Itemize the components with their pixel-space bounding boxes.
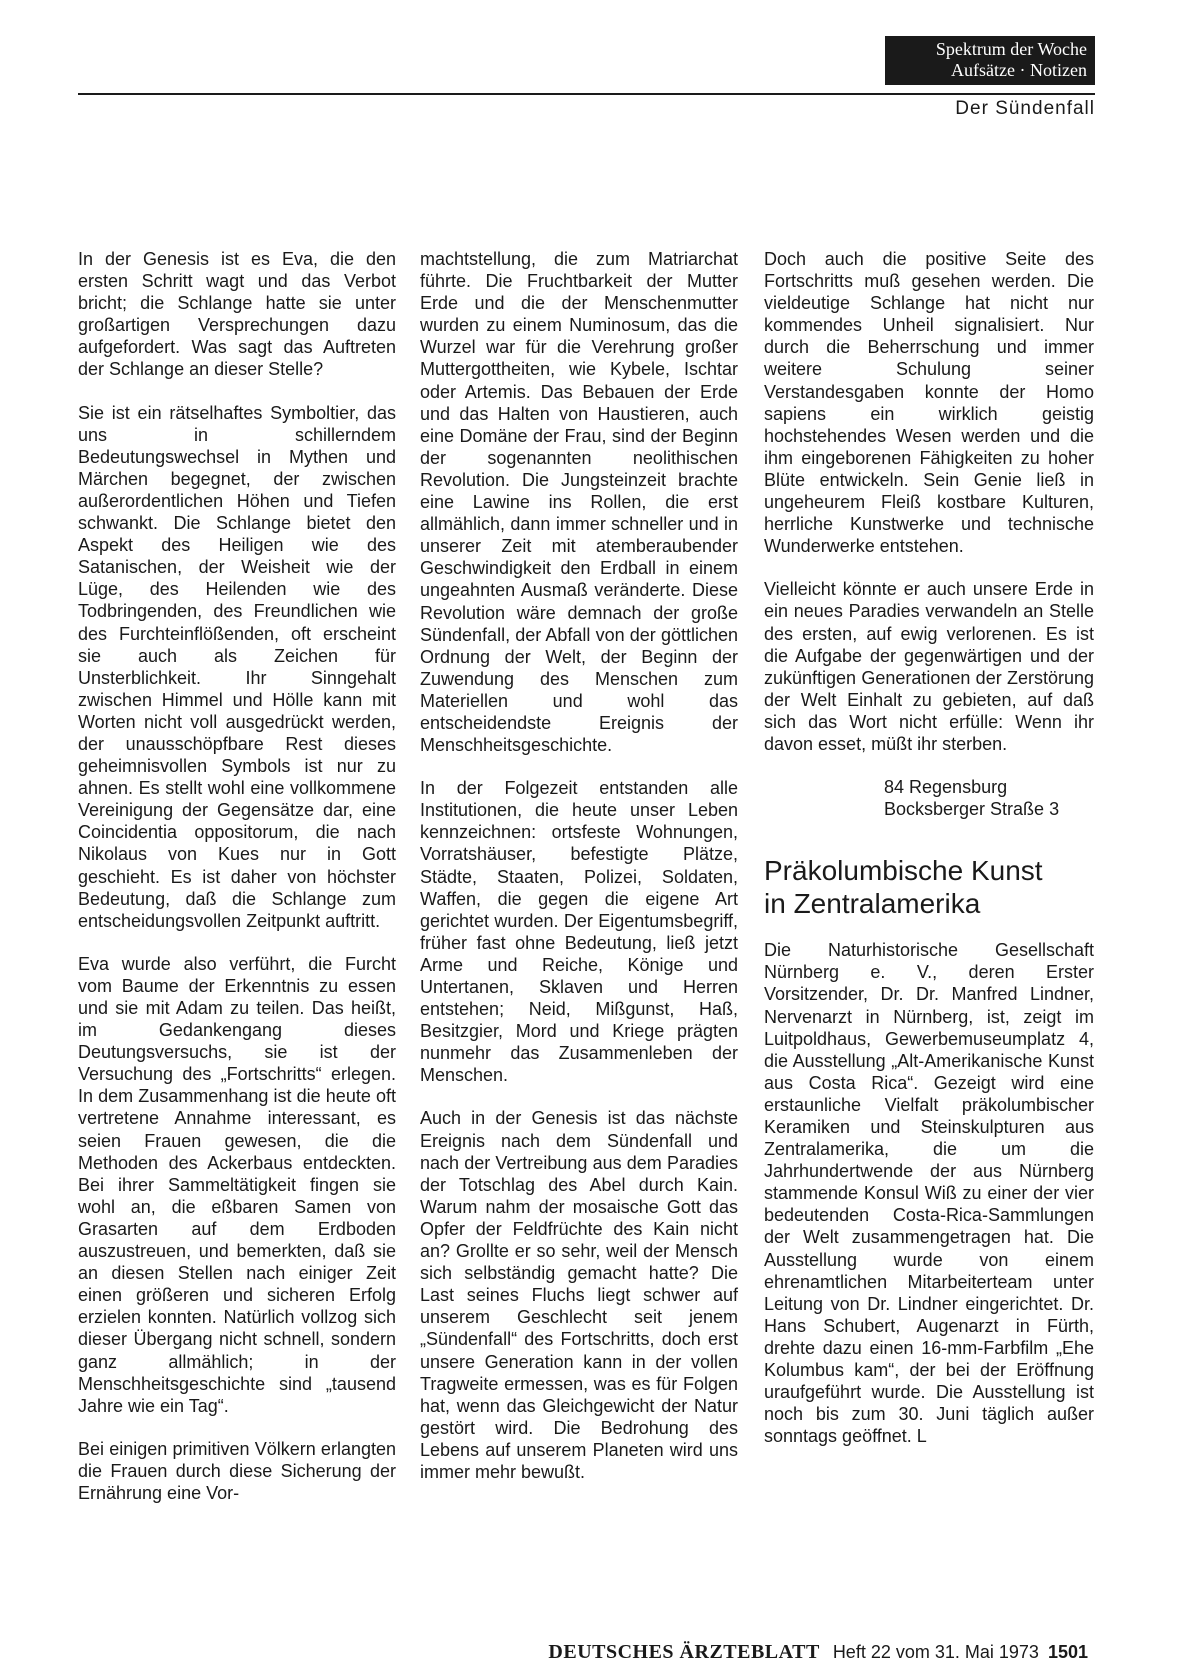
notice-heading-line: in Zentralamerika <box>764 888 981 920</box>
paragraph: In der Genesis ist es Eva, die den ersten Schritt wagt und das Verbot bricht; die Schlange hatte sie unter großartigen Versprechungen dazu aufgefordert. Was sagt das Auftreten der Schlange an dieser Stelle? <box>78 249 396 380</box>
page-number: 1501 <box>1047 1642 1088 1662</box>
author-address <box>764 776 1094 820</box>
notice-body: Die Naturhistorische Gesellschaft Nürnberg e. V., deren Erster Vorsitzender, Dr. Dr. Manfred Lindner, Nervenarzt in Nürnberg, ist, zeigt im Luitpoldhaus, Gewerbemuseumplatz 4, die Ausstellung „Alt-Amerikanische Kunst aus Costa Rica“. Gezeigt wird eine erstaunliche Vielfalt präkolumbischer Keramiken und Steinskulpturen aus Zentralamerika, die um die Jahrhundertwende der aus Nürnberg stammende Konsul Wiß zu einer der vier bedeutenden Costa-Rica-Sammlungen der Welt zusammengetragen hat. Die Ausstellung wurde von einem ehrenamtlichen Mitarbeiterteam unter Leitung von Dr. Lindner eingerichtet. Dr. Hans Schubert, Augenarzt in Fürth, drehte dazu einen 16-mm-Farbfilm „Ehe Kolumbus kam“, der bei der Eröffnung uraufgeführt wurde. Die Ausstellung ist noch bis zum 30. Juni täglich außer sonntags geöffnet. L <box>764 940 1094 1447</box>
journal-name: DEUTSCHES ÄRZTEBLATT <box>548 1641 820 1663</box>
paragraph: Eva wurde also verführt, die Furcht vom Baume der Erkenntnis zu essen und sie mit Adam zu teilen. Das heißt, im Gedankengang dieses Deutungsversuchs, sie ist der Versuchung des „Fortschritts“ erlegen. In dem Zusammenhang ist die heute oft vertretene Annahme interessant, es seien Frauen gewesen, die die Methoden des Ackerbaus entdeckten. Bei ihrer Sammeltätigkeit fingen sie wohl an, die eßbaren Samen von Grasarten auf dem Erdboden auszustreuen, und bemerkten, daß sie an diesen Stellen nach einiger Zeit einen größeren und sicheren Erfolg erzielen konnten. Natürlich vollzog sich dieser Übergang nicht schnell, sondern ganz allmählich; in der Menschheitsgeschichte sind „tausend Jahre wie ein Tag“. <box>78 953 396 1416</box>
paragraph: Vielleicht könnte er auch unsere Erde in ein neues Paradies verwandeln an Stelle des ersten, auf ewig verlorenen. Es ist die Aufgabe der gegenwärtigen und der zukünftigen Generationen der Zerstörung der Welt Einhalt zu gebieten, auf daß sich das Wort nicht erfülle: Wenn ihr davon esset, müßt ihr sterben. <box>764 579 1094 754</box>
notice-heading-line: Präkolumbische Kunst <box>764 855 1043 887</box>
section-label-line1: Spektrum der Woche <box>935 39 1087 59</box>
article-column-2 <box>420 248 738 1504</box>
address-line: 84 Regensburg <box>884 777 1008 798</box>
paragraph: machtstellung, die zum Matriarchat führte. Die Fruchtbarkeit der Mutter Erde und die der Menschenmutter wurden zu einem Numinosum, das die Wurzel war für die Verehrung großer Muttergottheiten, wie Kybele, Ischtar oder Artemis. Das Bebauen der Erde und das Halten von Haustieren, auch eine Domäne der Frau, sind der Beginn der sogenannten neolithischen Revolution. Die Jungsteinzeit brachte eine Lawine ins Rollen, die erst allmählich, dann immer schneller und in unserer Zeit mit atemberaubender Geschwindigkeit den Erdball in einem ungeahnten Ausmaß veränderte. Diese Revolution wäre demnach der große Sündenfall, der Abfall von der göttlichen Ordnung der Welt, der Beginn der Zuwendung des Menschen zum Materiellen und wohl das entscheidendste Ereignis der Menschheitsgeschichte. <box>420 249 738 756</box>
paragraph: In der Folgezeit entstanden alle Institutionen, die heute unser Leben kennzeichnen: ortsfeste Wohnungen, Vorratshäuser, befestigte Plätze, Städte, Staaten, Polizei, Soldaten, Waffen, die gegen die eigene Art gerichtet wurden. Der Eigentumsbegriff, früher fast ohne Bedeutung, ließ jetzt Arme und Reiche, Könige und Untertanen, Sklaven und Herren entstehen; Neid, Mißgunst, Haß, Besitzgier, Mord und Kriege prägten nunmehr das Zusammenleben der Menschen. <box>420 778 738 1086</box>
page-footer <box>548 1641 1088 1664</box>
section-label-line2: Aufsätze · Notizen <box>951 60 1087 80</box>
article-column-1 <box>78 248 396 1525</box>
paragraph: Auch in der Genesis ist das nächste Ereignis nach dem Sündenfall und nach der Vertreibung aus dem Paradies der Totschlag des Abel durch Kain. Warum nahm der mosaische Gott das Opfer der Feldfrüchte des Kain nicht an? Grollte er so sehr, weil der Mensch sich selbständig gemacht hatte? Die Last seines Fluchs liegt schwer auf unserem Geschlecht seit jenem „Sündenfall“ des Fortschritts, doch erst unsere Generation kann in der vollen Tragweite ermessen, was es für Folgen hat, wenn das Gleichgewicht der Natur gestört wird. Die Bedrohung des Lebens auf unserem Planeten wird uns immer mehr bewußt. <box>420 1108 738 1482</box>
article-column-3 <box>764 248 1094 1468</box>
address-line: Bocksberger Straße 3 <box>884 799 1060 820</box>
paragraph: Bei einigen primitiven Völkern erlangten die Frauen durch diese Sicherung der Ernährung eine Vor- <box>78 1438 396 1503</box>
running-title: Der Sündenfall <box>955 98 1095 119</box>
section-label <box>885 36 1095 85</box>
issue-info: Heft 22 vom 31. Mai 1973 <box>832 1642 1039 1662</box>
paragraph: Sie ist ein rätselhaftes Symboltier, das uns in schillerndem Bedeutungswechsel in Mythen und Märchen begegnet, der zwischen außerordentlichen Höhen und Tiefen schwankt. Die Schlange bietet den Aspekt des Heiligen wie des Satanischen, der Weisheit wie der Lüge, des Heilenden wie des Todbringenden, des Freundlichen wie des Furchteinflößenden, oft erscheint sie auch als Zeichen für Unsterblichkeit. Ihr Sinngehalt zwischen Himmel und Hölle kann mit Worten nicht voll ausgedrückt werden, der unausschöpfbare Rest dieses geheimnisvollen Symbols ist nur zu ahnen. Es stellt wohl eine vollkommene Vereinigung der Gegensätze dar, eine Coincidentia oppositorum, die nach Nikolaus von Kues nur in Gott geschieht. Es ist daher von höchster Bedeutung, daß die Schlange zum entscheidungsvollen Zeitpunkt auftritt. <box>78 402 396 931</box>
paragraph: Doch auch die positive Seite des Fortschritts muß gesehen werden. Die vieldeutige Schlange hat nicht nur kommendes Unheil signalisiert. Nur durch die Beherrschung und immer weitere Schulung seiner Verstandesgaben konnte der Homo sapiens ein wirklich geistig hochstehendes Wesen werden und die ihm eingeborenen Fähigkeiten zu hoher Blüte entwickeln. Sein Genie ließ in ungeheurem Fleiß kostbare Kulturen, herrliche Kunstwerke und technische Wunderwerke entstehen. <box>764 249 1094 557</box>
header-rule <box>78 93 1095 95</box>
notice-heading <box>764 854 1094 920</box>
